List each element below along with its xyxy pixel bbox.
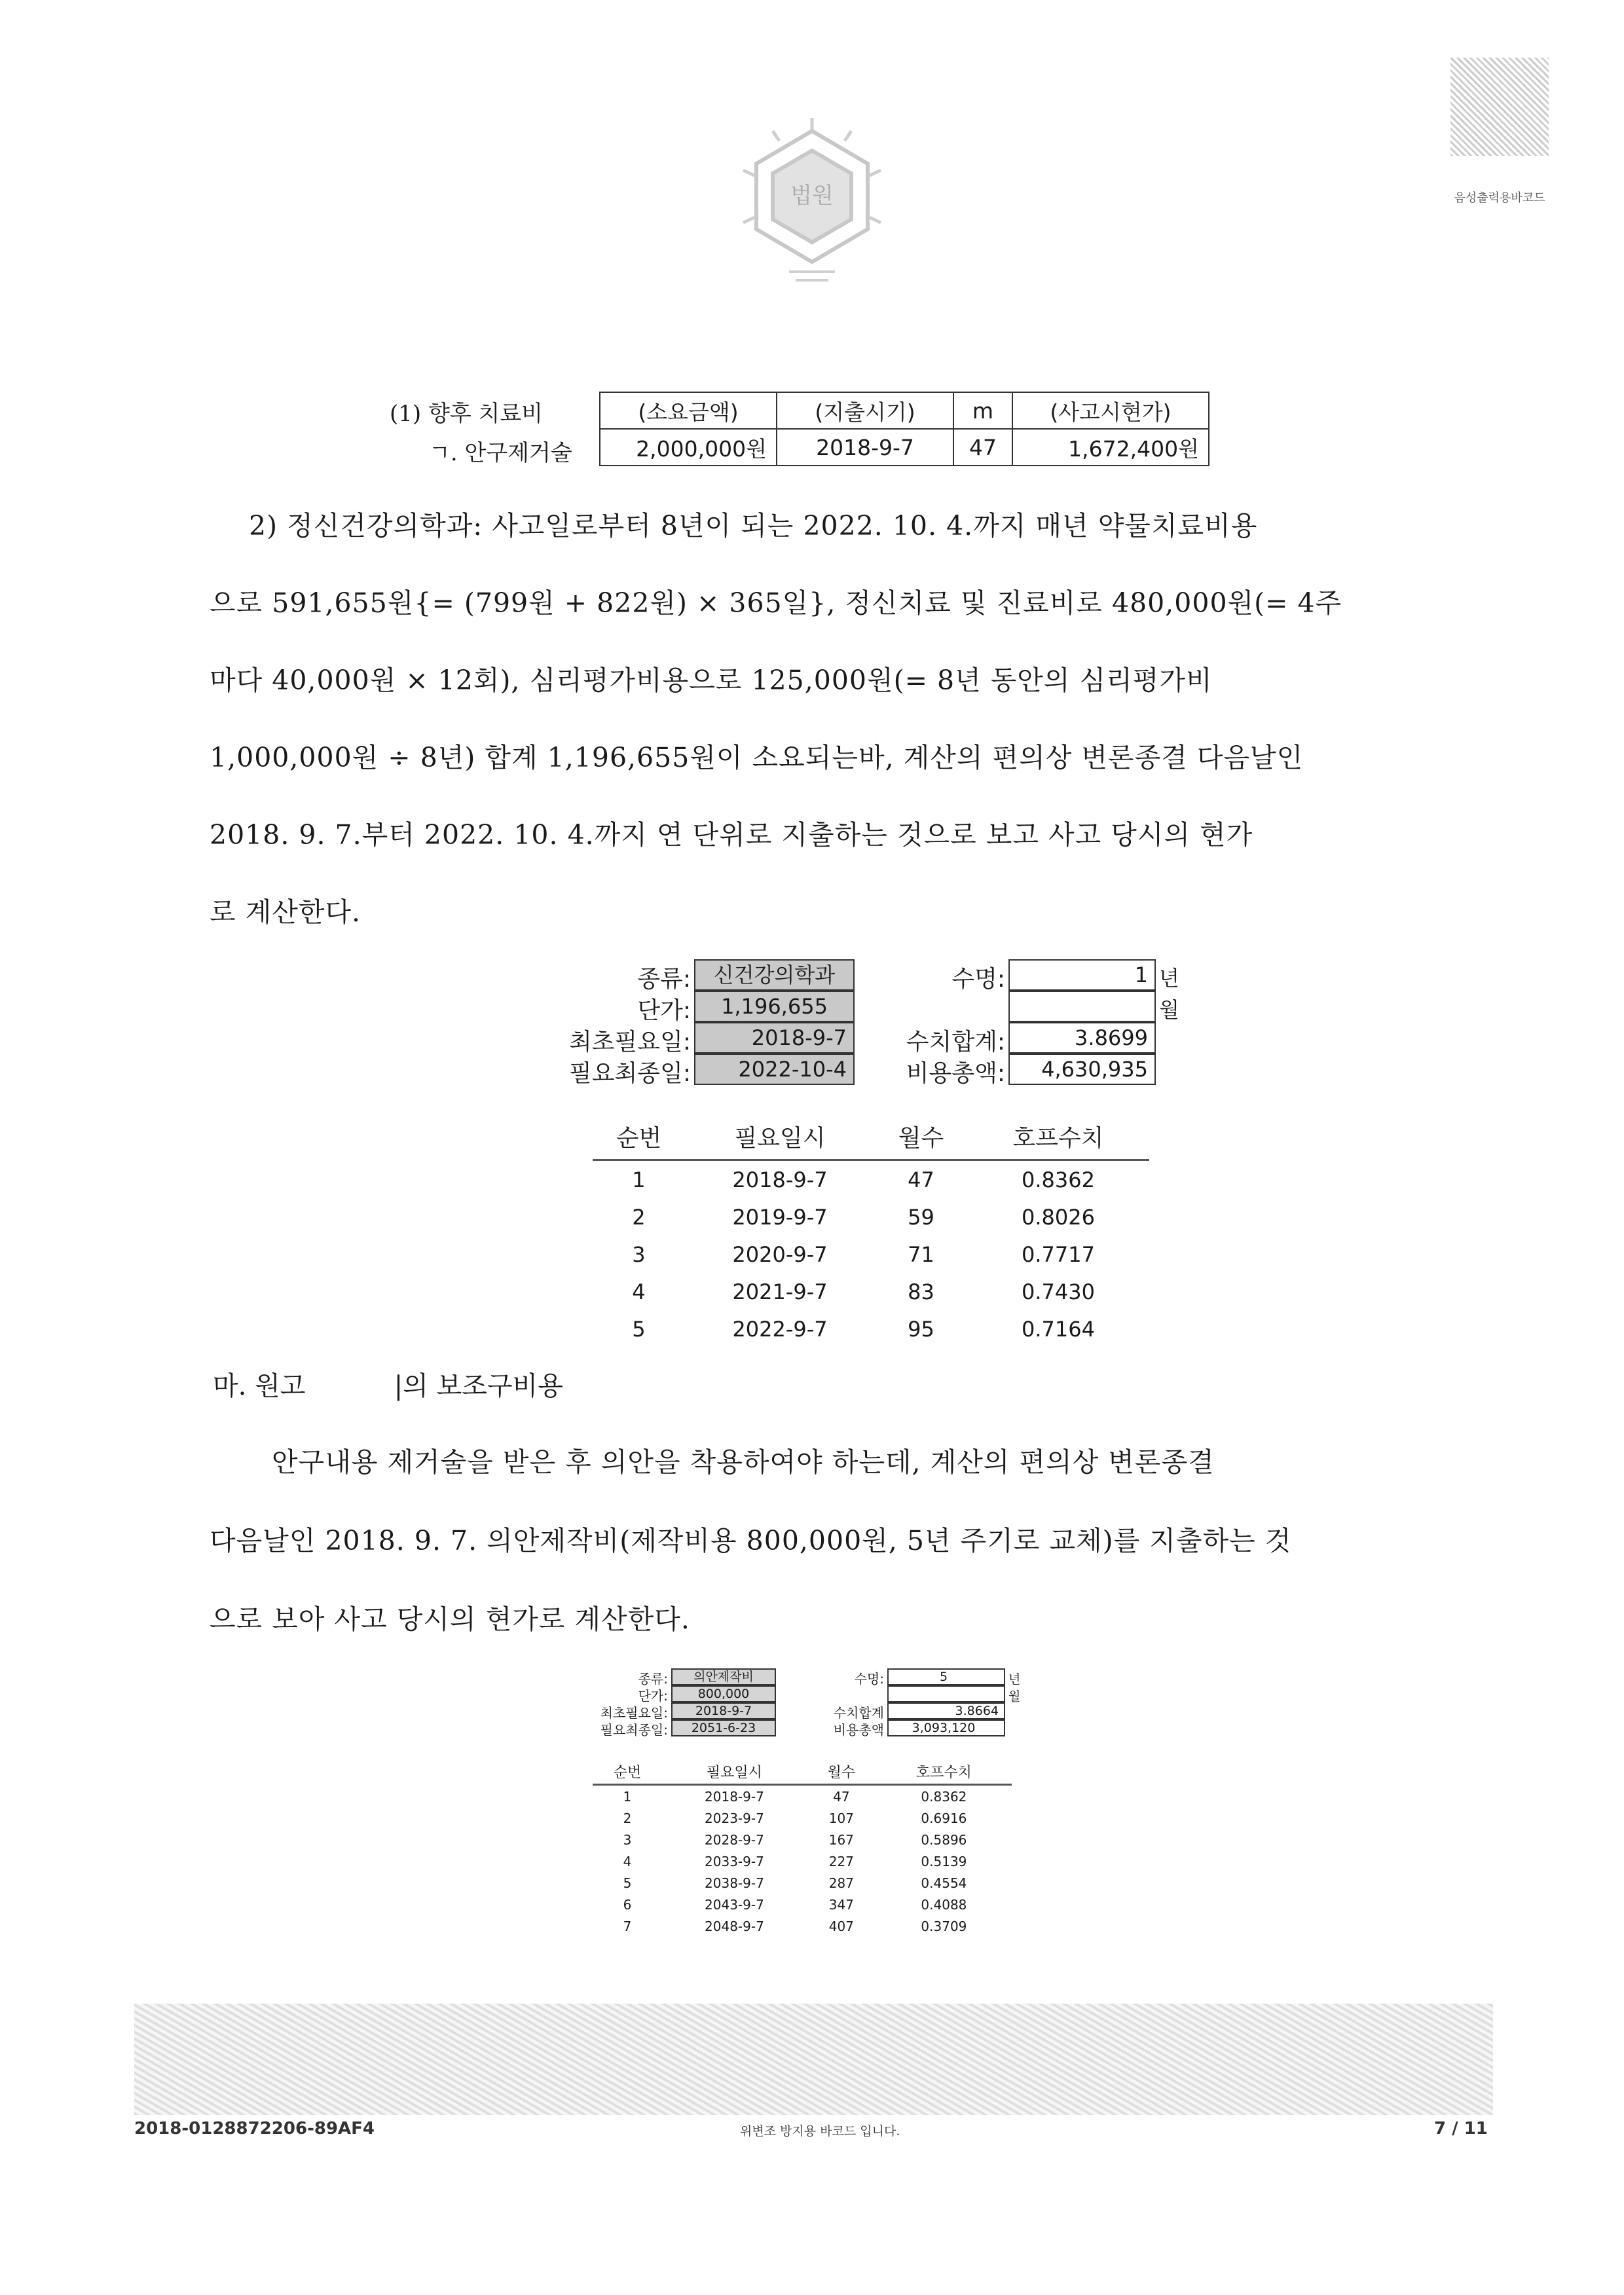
calc2-value-lifespan: 5 (887, 1668, 1005, 1685)
table-cell: 47 (908, 1167, 934, 1192)
table-cell: 2 (632, 1204, 646, 1230)
table-cell: 287 (828, 1875, 854, 1891)
seal-text: 법원 (790, 183, 834, 209)
calc2-value-last-date: 2051-6-23 (671, 1719, 776, 1736)
table-header-row (593, 1113, 1149, 1160)
calc2-label-cost-total: 비용총액 (833, 1722, 884, 1738)
treatment-header-row (600, 392, 1209, 429)
paragraph-line: 마다 40,000원 × 12회), 심리평가비용으로 125,000원(= 8년 동안의 심리평가비 (210, 665, 1213, 696)
table-row (593, 1198, 1149, 1236)
table-row (593, 1850, 1012, 1872)
calc2-value-lifespan-month (887, 1685, 1005, 1702)
calc2-value-type: 의안제작비 (671, 1668, 776, 1685)
column-header: 월수 (807, 1759, 876, 1785)
calc-value-cost-total: 4,630,935 (1008, 1054, 1156, 1085)
table-cell: 83 (908, 1279, 934, 1304)
treatment-header-cell: (사고시현가) (1012, 392, 1209, 429)
table-row (593, 1160, 1149, 1199)
table-cell: 2018-9-7 (705, 1788, 764, 1805)
calc2-label-coef-sum: 수치합계 (833, 1705, 884, 1721)
table-cell: 407 (828, 1918, 854, 1934)
table-body (593, 1160, 1149, 1348)
calc2-unit-year: 년 (1008, 1672, 1021, 1687)
table-cell: 5 (632, 1316, 646, 1342)
calc-value-lifespan-month (1008, 991, 1156, 1022)
table-cell: 2020-9-7 (732, 1241, 828, 1267)
table-cell: 1 (623, 1788, 632, 1805)
calc2-label-type: 종류: (638, 1671, 668, 1687)
table-row (593, 1236, 1149, 1273)
table-cell: 2 (623, 1810, 632, 1826)
table-cell: 2023-9-7 (705, 1810, 764, 1826)
paragraph-line: 2) 정신건강의학과: 사고일로부터 8년이 되는 2022. 10. 4.까지 매년 약물치료비용 (249, 510, 1258, 542)
calc2-value-unit-price: 800,000 (671, 1685, 776, 1702)
qr-code (1450, 58, 1549, 156)
table-body (593, 1785, 1012, 1937)
table-cell: 2033-9-7 (705, 1853, 764, 1869)
calc-label-lifespan: 수명: (951, 966, 1005, 993)
calc-label-type: 종류: (637, 966, 691, 993)
table-row (593, 1807, 1012, 1829)
treatment-value-cell: 2018-9-7 (777, 429, 953, 466)
table-cell: 2038-9-7 (705, 1875, 764, 1891)
table-cell: 6 (623, 1896, 632, 1913)
table-cell: 0.6916 (921, 1810, 967, 1826)
table-row (593, 1273, 1149, 1310)
barcode-note: 위변조 방지용 바코드 입니다. (740, 2124, 900, 2139)
treatment-value-cell: 47 (953, 429, 1012, 466)
treatment-header-cell: (소요금액) (600, 392, 777, 429)
table-cell: 71 (908, 1241, 934, 1267)
calc-label-first-date: 최초필요일: (568, 1029, 691, 1056)
treatment-header-cell: (지출시기) (777, 392, 953, 429)
table-cell: 0.4088 (921, 1896, 967, 1913)
table-row (593, 1894, 1012, 1915)
table-cell: 0.5896 (921, 1831, 967, 1848)
calc-box-prosthesis (570, 1668, 1054, 1740)
hoffman-table-prosthesis (593, 1759, 1012, 1937)
calc-box-psychiatry (504, 959, 1198, 1090)
unit-month: 월 (1159, 997, 1179, 1022)
calc-value-coef-sum: 3.8699 (1008, 1022, 1156, 1054)
paragraph-line: 1,000,000원 ÷ 8년) 합계 1,196,655원이 소요되는바, 계산의 편의상 변론종결 다음날인 (210, 742, 1304, 773)
table-row (593, 1829, 1012, 1850)
calc-value-type: 신건강의학과 (694, 959, 855, 991)
table-cell: 5 (623, 1875, 632, 1891)
column-header: 호프수치 (876, 1759, 1012, 1785)
section-heading-prefix: 마. 원고 (213, 1371, 306, 1401)
column-header: 필요일시 (662, 1759, 807, 1785)
prosthesis-paragraph (210, 1441, 1414, 1650)
paragraph-line: 안구내용 제거술을 받은 후 의안을 착용하여야 하는데, 계산의 편의상 변론종결 (272, 1446, 1215, 1478)
table-cell: 4 (623, 1853, 632, 1869)
table-cell: 227 (828, 1853, 854, 1869)
table-header-row (593, 1759, 1012, 1785)
paragraph-line: 으로 보아 사고 당시의 현가로 계산한다. (210, 1604, 690, 1635)
table-cell: 4 (632, 1279, 646, 1304)
column-header: 호프수치 (967, 1113, 1149, 1160)
table-cell: 0.7430 (1022, 1279, 1095, 1304)
calc2-unit-month: 월 (1008, 1689, 1021, 1704)
table-cell: 2019-9-7 (732, 1204, 828, 1230)
treatment-value-cell: 1,672,400원 (1012, 429, 1209, 466)
table-cell: 347 (828, 1896, 854, 1913)
table-cell: 3 (632, 1241, 646, 1267)
calc-label-unit-price: 단가: (637, 997, 691, 1024)
table-cell: 2021-9-7 (732, 1279, 828, 1304)
calc2-value-first-date: 2018-9-7 (671, 1702, 776, 1719)
table-cell: 7 (623, 1918, 632, 1934)
table-cell: 3 (623, 1831, 632, 1848)
qr-label: 음성출력용바코드 (1454, 191, 1545, 205)
treatment-title: (1) 향후 치료비 (390, 401, 543, 427)
calc2-label-lifespan: 수명: (854, 1671, 884, 1687)
calc-value-last-date: 2022-10-4 (694, 1054, 855, 1085)
treatment-value-cell: 2,000,000원 (600, 429, 777, 466)
calc-label-cost-total: 비용총액: (906, 1060, 1005, 1087)
column-header: 순번 (593, 1759, 662, 1785)
calc2-label-last-date: 필요최종일: (600, 1722, 668, 1738)
calc2-label-first-date: 최초필요일: (600, 1705, 668, 1721)
document-id: 2018-0128872206-89AF4 (134, 2119, 375, 2139)
table-cell: 2048-9-7 (705, 1918, 764, 1934)
table-cell: 0.4554 (921, 1875, 967, 1891)
calc-value-unit-price: 1,196,655 (694, 991, 855, 1022)
table-cell: 0.7717 (1022, 1241, 1095, 1267)
treatment-header-cell: m (953, 392, 1012, 429)
table-cell: 59 (908, 1204, 934, 1230)
table-cell: 2018-9-7 (732, 1167, 828, 1192)
table-row (593, 1310, 1149, 1348)
paragraph-line: 로 계산한다. (210, 896, 361, 928)
column-header: 필요일시 (685, 1113, 875, 1160)
calc-label-coef-sum: 수치합계: (906, 1029, 1005, 1056)
calc-value-first-date: 2018-9-7 (694, 1022, 855, 1054)
section-heading-suffix: |의 보조구비용 (394, 1371, 563, 1401)
table-row (593, 1785, 1012, 1808)
treatment-value-row (600, 429, 1209, 466)
calc2-label-unit-price: 단가: (638, 1688, 668, 1704)
table-cell: 2022-9-7 (732, 1316, 828, 1342)
table-cell: 167 (828, 1831, 854, 1848)
treatment-table (599, 392, 1209, 466)
table-cell: 0.8026 (1022, 1204, 1095, 1230)
anti-forgery-barcode (134, 2004, 1493, 2115)
paragraph-line: 2018. 9. 7.부터 2022. 10. 4.까지 연 단위로 지출하는 것으로 보고 사고 당시의 현가 (210, 819, 1253, 851)
table-cell: 0.3709 (921, 1918, 967, 1934)
table-cell: 47 (833, 1788, 850, 1805)
hoffman-table-psychiatry (593, 1113, 1149, 1348)
calc2-value-cost-total: 3,093,120 (887, 1719, 1005, 1736)
table-cell: 0.8362 (921, 1788, 967, 1805)
table-cell: 95 (908, 1316, 934, 1342)
table-row (593, 1915, 1012, 1937)
treatment-item: ㄱ. 안구제거술 (429, 440, 572, 466)
table-cell: 1 (632, 1167, 646, 1192)
paragraph-line: 으로 591,655원{= (799원 + 822원) × 365일}, 정신치료 및 진료비로 480,000원(= 4주 (210, 587, 1342, 619)
unit-year: 년 (1159, 966, 1179, 991)
column-header: 순번 (593, 1113, 685, 1160)
table-row (593, 1872, 1012, 1894)
table-cell: 0.8362 (1022, 1167, 1095, 1192)
calc-value-lifespan: 1 (1008, 959, 1156, 991)
table-cell: 2028-9-7 (705, 1831, 764, 1848)
table-cell: 107 (828, 1810, 854, 1826)
court-seal-logo (733, 118, 891, 288)
psychiatry-paragraph (210, 504, 1414, 976)
paragraph-line: 다음날인 2018. 9. 7. 의안제작비(제작비용 800,000원, 5년 주기로 교체)를 지출하는 것 (210, 1525, 1292, 1556)
column-header: 월수 (875, 1113, 967, 1160)
table-cell: 0.7164 (1022, 1316, 1095, 1342)
calc-label-last-date: 필요최종일: (568, 1060, 691, 1087)
section-heading (213, 1365, 563, 1403)
page-number: 7 / 11 (1434, 2119, 1488, 2139)
calc2-value-coef-sum: 3.8664 (887, 1702, 1005, 1719)
table-cell: 2043-9-7 (705, 1896, 764, 1913)
table-cell: 0.5139 (921, 1853, 967, 1869)
